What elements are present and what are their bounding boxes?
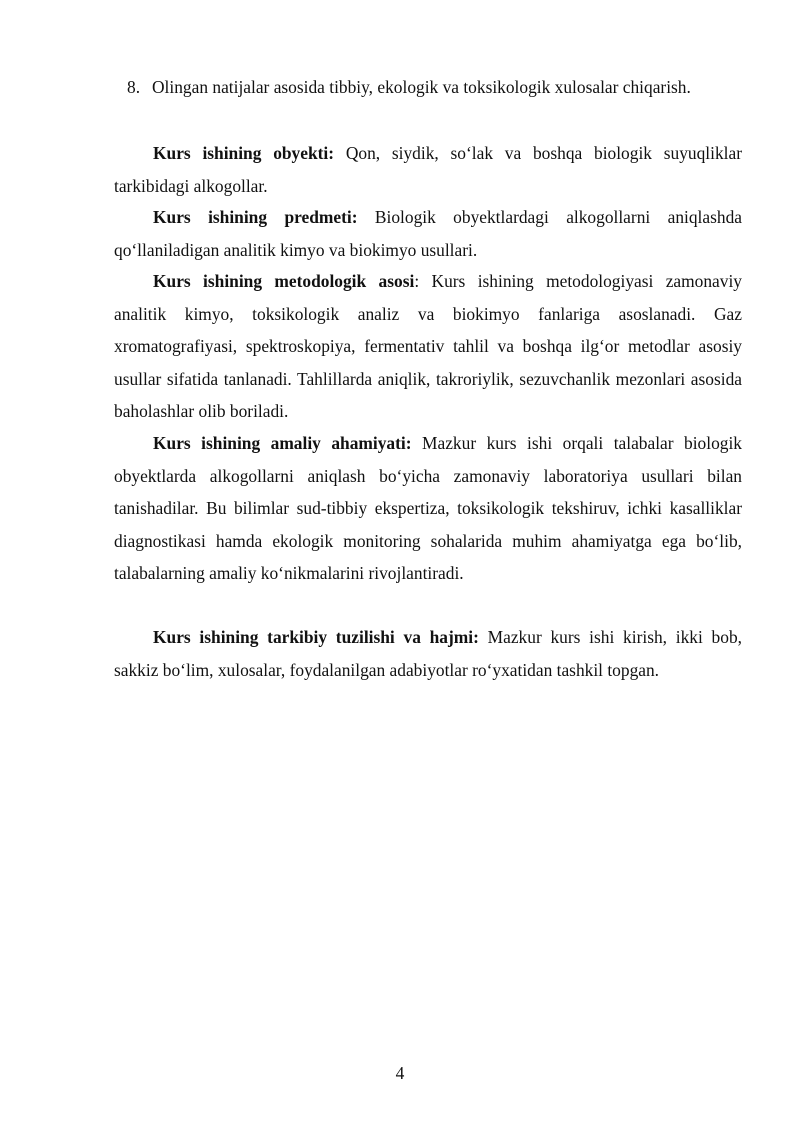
paragraph-body-object: Qon, siydik, so‘lak va boshqa biologik suyuqliklar tarkibidagi alkogollar. bbox=[114, 143, 742, 196]
paragraph-heading-methodology: Kurs ishining metodologik asosi bbox=[153, 271, 415, 291]
list-item-number: 8. bbox=[127, 77, 141, 97]
paragraph-heading-practical-significance: Kurs ishining amaliy ahamiyati: bbox=[153, 433, 412, 453]
paragraph-body-subject: Biologik obyektlardagi alkogollarni aniqlashda qo‘llaniladigan analitik kimyo va biokimyo usullari. bbox=[114, 207, 742, 260]
paragraph-practical-significance bbox=[114, 427, 742, 590]
paragraph-heading-subject: Kurs ishining predmeti: bbox=[153, 207, 358, 227]
paragraph-heading-object: Kurs ishining obyekti: bbox=[153, 143, 335, 163]
list-item-8 bbox=[127, 76, 767, 98]
paragraph-subject bbox=[114, 201, 742, 266]
paragraph-methodology bbox=[114, 265, 742, 428]
page-number: 4 bbox=[395, 1063, 405, 1083]
paragraph-heading-structure: Kurs ishining tarkibiy tuzilishi va hajmi: bbox=[153, 627, 479, 647]
paragraph-body-practical-significance: Mazkur kurs ishi orqali talabalar biologik obyektlarda alkogollarni aniqlash bo‘yicha zamonaviy laboratoriya usullari bilan tanishadilar. Bu bilimlar sud-tibbiy ekspertiza, toksikologik tekshiruv, ichki kasalliklar diagnostikasi hamda ekologik monitoring sohalarida muhim ahamiyatga ega bo‘lib, talabalarning amaliy ko‘nikmalarini rivojlantiradi. bbox=[114, 433, 743, 583]
paragraph-body-methodology: : Kurs ishining metodologiyasi zamonaviy analitik kimyo, toksikologik analiz va biokimyo fanlariga asoslanadi. Gaz xromatografiyasi, spektroskopiya, fermentativ tahlil va boshqa ilg‘or metodlar asosiy usullar sifatida tanlanadi. Tahlillarda aniqlik, takroriylik, sezuvchanlik mezonlari asosida baholashlar olib boriladi. bbox=[114, 271, 742, 421]
paragraph-body-structure: Mazkur kurs ishi kirish, ikki bob, sakkiz bo‘lim, xulosalar, foydalanilgan adabiyotlar ro‘yxatidan tashkil topgan. bbox=[114, 627, 742, 680]
paragraph-structure bbox=[114, 621, 742, 686]
list-item-text: Olingan natijalar asosida tibbiy, ekologik va toksikologik xulosalar chiqarish. bbox=[152, 77, 691, 97]
paragraph-object bbox=[114, 137, 742, 202]
